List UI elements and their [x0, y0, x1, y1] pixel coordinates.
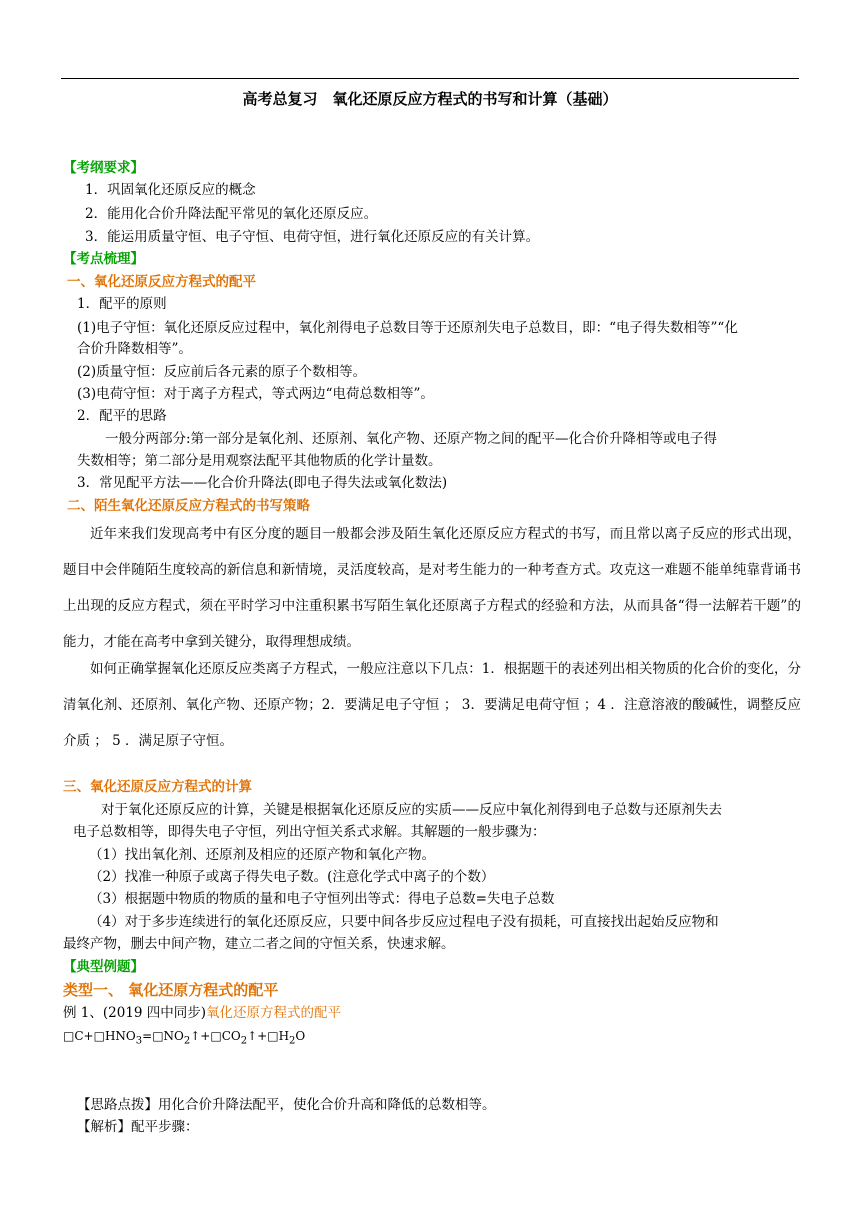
strategy-paragraph-2: 如何正确掌握氧化还原反应类离子方程式，一般应注意以下几点：1．根据题干的表述列出相关物质的化合价的变化，分清氧化剂、还原剂、氧化产物、还原产物；2．要满足电子守恒 ； 3．要满足电荷守恒 ；4 ．注意溶液的酸碱性，调整反应介质 ； 5 ．满足原子守恒。 — [63, 661, 801, 749]
balancing-approach-title: 2．配平的思路 — [77, 408, 167, 424]
key-points-heading: 【考点梳理】 — [63, 251, 144, 267]
analysis-text: 配平步骤： — [131, 1119, 199, 1135]
blank-box: □ — [152, 1029, 164, 1043]
common-methods: 3．常见配平方法——化合价升降法(即电子得失法或氧化数法) — [77, 475, 448, 491]
hint-label: 【思路点拨】 — [77, 1097, 158, 1113]
type-1-heading: 类型一、 氧化还原方程式的配平 — [63, 981, 279, 999]
calc-step-3: （3）根据题中物质的物质的量和电子守恒列出等式：得电子总数=失电子总数 — [89, 891, 555, 907]
example-1-label — [63, 1004, 341, 1022]
calc-step-1: （1）找出氧化剂、还原剂及相应的还原产物和氧化产物。 — [89, 847, 436, 863]
section-3-heading: 三、氧化还原反应方程式的计算 — [63, 779, 252, 795]
blank-box: □ — [93, 1029, 105, 1043]
examples-heading: 【典型例题】 — [63, 959, 144, 975]
example-1-topic: 氧化还原方程式的配平 — [206, 1005, 342, 1021]
calc-step-4-line1: （4）对于多步连续进行的氧化还原反应，只要中间各步反应过程电子没有损耗，可直接找出起始反应物和 — [89, 914, 719, 930]
hint-line — [77, 1096, 496, 1114]
section-2-heading: 二、陌生氧化还原反应方程式的书写策略 — [67, 498, 310, 514]
blank-box: □ — [63, 1029, 75, 1043]
requirement-2: 2．能用化合价升降法配平常见的氧化还原反应。 — [85, 206, 378, 222]
exam-requirements-heading: 【考纲要求】 — [63, 160, 144, 176]
section-1-heading: 一、氧化还原反应方程式的配平 — [67, 274, 256, 290]
hint-text: 用化合价升降法配平，使化合价升高和降低的总数相等。 — [158, 1097, 496, 1113]
approach-text-line2: 失数相等；第二部分是用观察法配平其他物质的化学计量数。 — [77, 453, 442, 469]
balancing-principles-title: 1．配平的原则 — [77, 296, 167, 312]
requirement-3: 3．能运用质量守恒、电子守恒、电荷守恒，进行氧化还原反应的有关计算。 — [85, 229, 540, 245]
header-rule — [61, 78, 799, 79]
electron-conservation-line1: (1)电子守恒：氧化还原反应过程中，氧化剂得电子总数目等于还原剂失电子总数目，即：“电子得失数相等”“化 — [77, 320, 738, 336]
strategy-paragraph-1: 近年来我们发现高考中有区分度的题目一般都会涉及陌生氧化还原反应方程式的书写，而且常以离子反应的形式出现，题目中会伴随陌生度较高的新信息和新情境，灵活度较高，是对考生能力的一种考查方式。攻克这一难题不能单纯靠背诵书上出现的反应方程式，须在平时学习中注重积累书写陌生氧化还原离子方程式的经验和方法，从而具备“得一法解若干题”的能力，才能在高考中拿到关键分，取得理想成绩。 — [63, 526, 801, 650]
example-1-prefix: 例 1、(2019 四中同步) — [63, 1005, 207, 1021]
analysis-label: 【解析】 — [77, 1119, 131, 1135]
blank-box: □ — [210, 1029, 222, 1043]
requirement-1: 1．巩固氧化还原反应的概念 — [85, 182, 256, 198]
page-title: 高考总复习 氧化还原反应方程式的书写和计算（基础） — [242, 90, 618, 108]
calc-intro-line2: 电子总数相等，即得失电子守恒，列出守恒关系式求解。其解题的一般步骤为： — [73, 824, 546, 840]
calc-intro-line1: 对于氧化还原反应的计算，关键是根据氧化还原反应的实质——反应中氧化剂得到电子总数与还原剂失去 — [101, 802, 722, 818]
equation: $□C+□HNO_3=□NO_2↑+□CO_2↑+□H_2O$ — [63, 1029, 306, 1047]
calc-step-4-line2: 最终产物，删去中间产物，建立二者之间的守恒关系，快速求解。 — [63, 936, 455, 952]
analysis-line — [77, 1118, 199, 1136]
calc-step-2: （2）找准一种原子或离子得失电子数。(注意化学式中离子的个数） — [89, 869, 495, 885]
mass-conservation: (2)质量守恒：反应前后各元素的原子个数相等。 — [77, 364, 367, 380]
electron-conservation-line2: 合价升降数相等”。 — [77, 341, 192, 357]
charge-conservation: (3)电荷守恒：对于离子方程式，等式两边“电荷总数相等”。 — [77, 386, 434, 402]
approach-text-line1: 一般分两部分:第一部分是氧化剂、还原剂、氧化产物、还原产物之间的配平—化合价升降相等或电子得 — [105, 431, 718, 447]
blank-box: □ — [267, 1029, 279, 1043]
